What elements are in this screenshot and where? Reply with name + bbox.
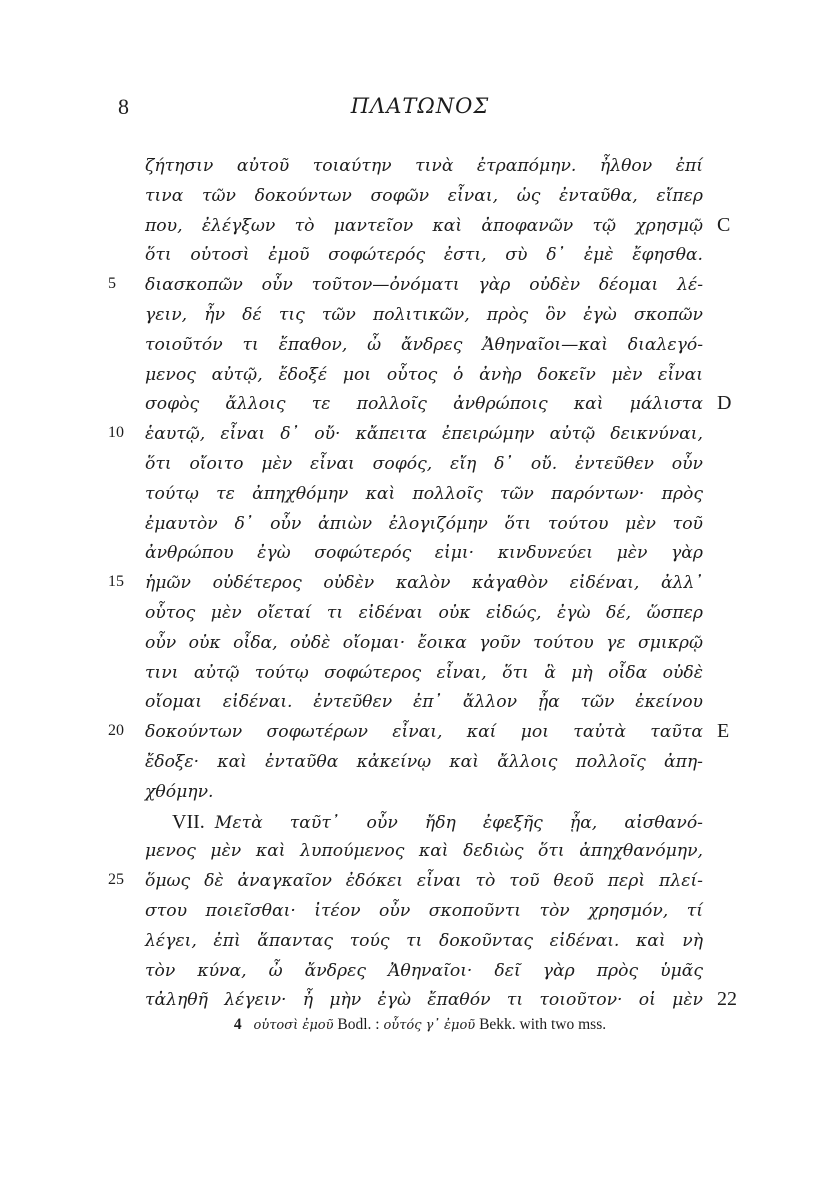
text-line [0, 364, 840, 394]
line-text: ὅτι οἴοιτο μὲν εἶναι σοφός, εἴη δ᾽ οὔ. ἐντεῦθεν οὖν [145, 453, 703, 474]
text-line [0, 989, 840, 1019]
section-heading-line [172, 811, 703, 834]
line-text: χθόμην. [145, 781, 214, 802]
text-line [0, 632, 840, 662]
text-line [0, 274, 840, 304]
text-line [0, 811, 840, 841]
text-line [0, 483, 840, 513]
text-line [0, 542, 840, 572]
stephanus-marker: E [717, 720, 730, 743]
text-line [0, 393, 840, 423]
main-text [0, 155, 840, 1019]
line-text: τἀληθῆ λέγειν· ἦ μὴν ἐγὼ ἔπαθόν τι τοιοῦτον· οἱ μὲν [145, 990, 703, 1011]
footnote-number: 4 [233, 1016, 242, 1033]
line-text: τινι αὐτῷ τούτῳ σοφώτερος εἶναι, ὅτι ἃ μὴ οἶδα οὐδὲ [145, 662, 703, 683]
text-line [0, 900, 840, 930]
line-text: στου ποιεῖσθαι· ἰτέον οὖν σκοποῦντι τὸν χρησμόν, τί [145, 900, 703, 921]
line-text: μενος αὐτῷ, ἔδοξέ μοι οὗτος ὁ ἀνὴρ δοκεῖν μὲν εἶναι [145, 364, 703, 385]
line-number: 10 [108, 424, 124, 442]
footnote-source-2: Bekk. with two mss. [479, 1016, 607, 1033]
line-text: διασκοπῶν οὖν τοῦτον—ὀνόματι γὰρ οὐδὲν δέομαι λέ- [145, 275, 703, 296]
text-line [0, 453, 840, 483]
text-line [0, 662, 840, 692]
line-number: 5 [108, 275, 116, 293]
line-text: μενος μὲν καὶ λυπούμενος καὶ δεδιὼς ὅτι ἀπηχθανόμην, [145, 841, 703, 862]
text-line [0, 185, 840, 215]
line-text: γειν, ἦν δέ τις τῶν πολιτικῶν, πρὸς ὃν ἐγὼ σκοπῶν [145, 304, 703, 325]
line-text: ἐμαυτὸν δ᾽ οὖν ἀπιὼν ἐλογιζόμην ὅτι τούτου μὲν τοῦ [145, 513, 703, 534]
line-text: ἀνθρώπου ἐγὼ σοφώτερός εἰμι· κινδυνεύει μὲν γὰρ [145, 543, 703, 564]
line-text: τούτῳ τε ἀπηχθόμην καὶ πολλοῖς τῶν παρόντων· πρὸς [145, 483, 703, 504]
page-header [0, 94, 840, 130]
footnote-reading-2: οὗτός γ᾽ ἐμοῦ [383, 1018, 476, 1033]
section-number: VII. [172, 810, 205, 833]
line-text: οἴομαι εἰδέναι. ἐντεῦθεν ἐπ᾽ ἄλλον ᾖα τῶν ἐκείνου [145, 692, 703, 713]
line-text: οὗτος μὲν οἴεταί τι εἰδέναι οὐκ εἰδώς, ἐγὼ δέ, ὥσπερ [145, 602, 703, 623]
footnote-source-1: Bodl. : [337, 1016, 380, 1033]
line-text: τὸν κύνα, ὦ ἄνδρες Ἀθηναῖοι· δεῖ γὰρ πρὸς ὑμᾶς [145, 960, 703, 981]
line-text: τοιοῦτόν τι ἔπαθον, ὦ ἄνδρες Ἀθηναῖοι—καὶ διαλεγό- [145, 334, 703, 355]
text-line [0, 215, 840, 245]
line-text: ὅτι οὑτοσὶ ἐμοῦ σοφώτερός ἐστι, σὺ δ᾽ ἐμὲ ἔφησθα. [145, 245, 703, 266]
footnote-reading-1: οὑτοσὶ ἐμοῦ [253, 1018, 334, 1033]
text-line [0, 721, 840, 751]
line-text: ἑαυτῷ, εἶναι δ᾽ οὔ· κἄπειτα ἐπειρώμην αὐτῷ δεικνύναι, [145, 424, 703, 445]
text-line [0, 423, 840, 453]
line-text: ἔδοξε· καὶ ἐνταῦθα κἀκείνῳ καὶ ἄλλοις πολλοῖς ἀπη- [145, 751, 703, 772]
text-line [0, 870, 840, 900]
text-line [0, 304, 840, 334]
line-text: ὅμως δὲ ἀναγκαῖον ἐδόκει εἶναι τὸ τοῦ θεοῦ περὶ πλεί- [145, 871, 703, 892]
running-title: ΠΛΑΤΩΝΟΣ [350, 94, 490, 118]
text-line [0, 155, 840, 185]
text-line [0, 602, 840, 632]
text-line [0, 751, 840, 781]
text-line [0, 244, 840, 274]
text-line [0, 513, 840, 543]
page-number: 8 [118, 94, 129, 119]
line-text: λέγει, ἐπὶ ἅπαντας τούς τι δοκοῦντας εἰδέναι. καὶ νὴ [145, 930, 703, 951]
line-number: 20 [108, 722, 124, 740]
footnote [0, 1016, 840, 1034]
text-line [0, 334, 840, 364]
text-line [0, 930, 840, 960]
line-text: σοφὸς ἄλλοις τε πολλοῖς ἀνθρώποις καὶ μάλιστα [145, 394, 703, 415]
line-text: ζήτησιν αὐτοῦ τοιαύτην τινὰ ἐτραπόμην. ἦλθον ἐπί [145, 156, 703, 176]
line-text: τινα τῶν δοκούντων σοφῶν εἶναι, ὡς ἐνταῦθα, εἴπερ [145, 185, 703, 206]
text-line [0, 691, 840, 721]
line-number: 25 [108, 871, 124, 889]
line-text: οὖν οὐκ οἶδα, οὐδὲ οἴομαι· ἔοικα γοῦν τούτου γε σμικρῷ [145, 632, 703, 653]
text-line [0, 572, 840, 602]
line-number: 15 [108, 573, 124, 591]
line-text: ἡμῶν οὐδέτερος οὐδὲν καλὸν κἀγαθὸν εἰδέναι, ἀλλ᾽ [145, 573, 703, 594]
line-text: δοκούντων σοφωτέρων εἶναι, καί μοι ταὐτὰ ταῦτα [145, 722, 703, 743]
line-text: Μετὰ ταῦτ᾽ οὖν ἤδη ἐφεξῆς ᾖα, αἰσθανό- [214, 812, 703, 833]
stephanus-marker: 22 [717, 988, 737, 1011]
line-text: που, ἐλέγξων τὸ μαντεῖον καὶ ἀποφανῶν τῷ χρησμῷ [145, 215, 703, 236]
stephanus-marker: D [717, 392, 732, 415]
text-line [0, 840, 840, 870]
text-line [0, 960, 840, 990]
stephanus-marker: C [717, 213, 731, 236]
text-line [0, 781, 840, 811]
